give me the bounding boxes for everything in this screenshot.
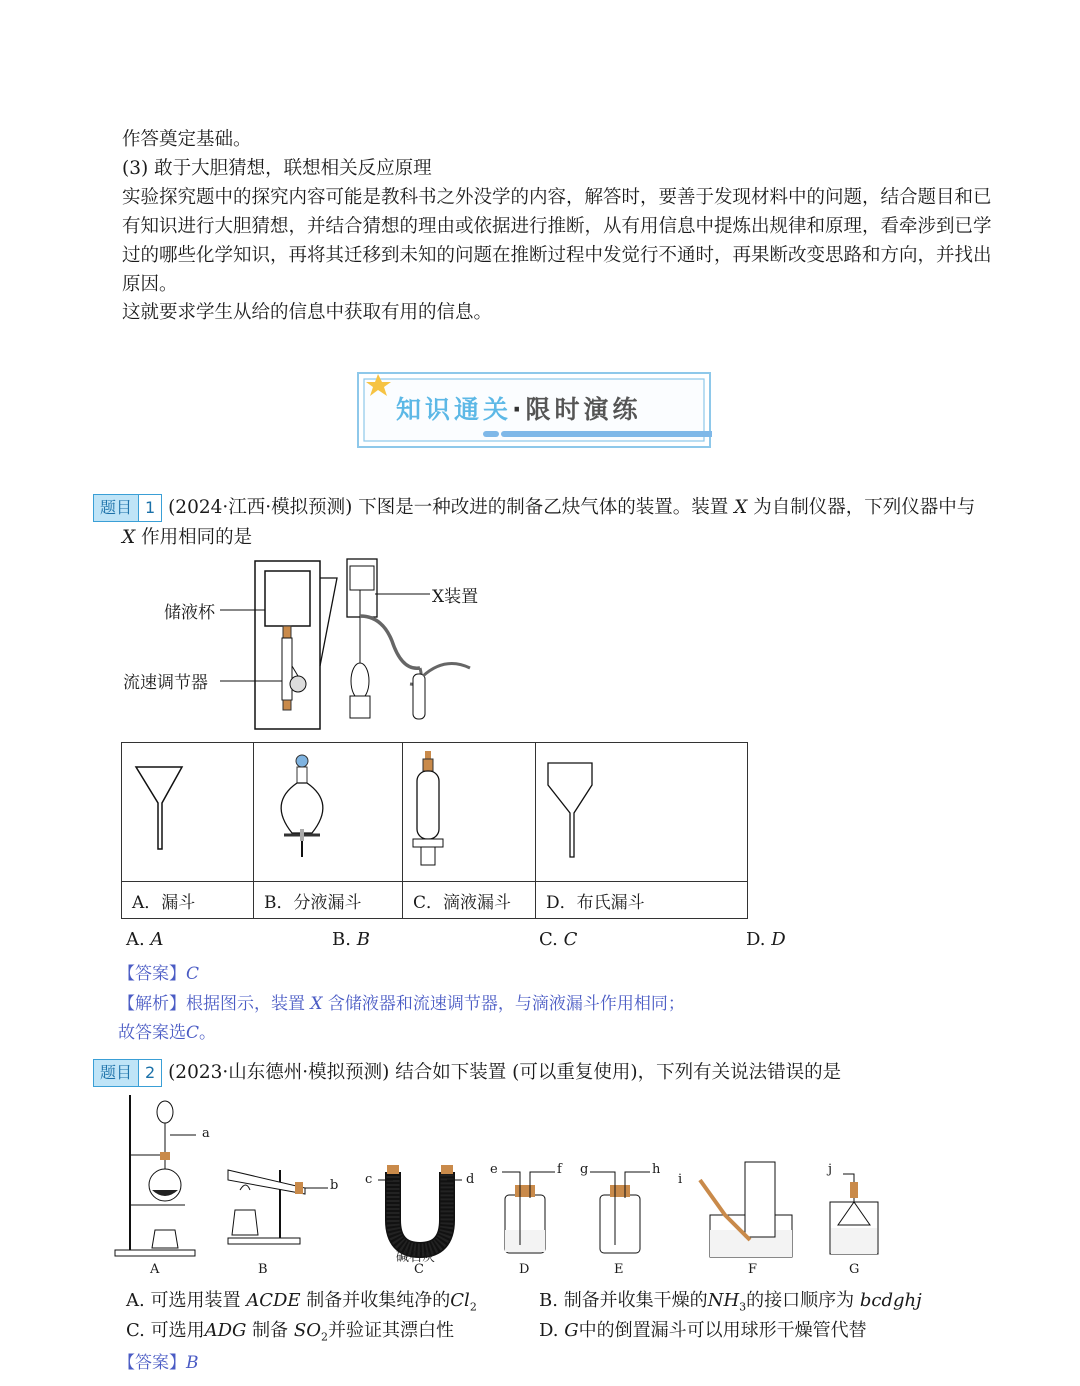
q1-answer: 【答案】C: [118, 964, 200, 984]
label-b: B: [258, 1262, 268, 1277]
q1-option-b: B. B: [332, 929, 370, 950]
apparatus-e-bottle: [590, 1172, 650, 1253]
banner-dot: ·: [512, 395, 526, 424]
buchner-funnel-icon: [536, 743, 747, 877]
intro-line-1: 作答奠定基础。: [122, 129, 252, 150]
port-f: f: [557, 1162, 562, 1177]
q1-conclusion: 故答案选C。: [118, 1023, 217, 1043]
label-c: C: [414, 1262, 424, 1277]
q1-analysis: 【解析】根据图示，装置 X 含储液器和流速调节器，与滴液漏斗作用相同；: [118, 994, 685, 1014]
label-a: A: [150, 1262, 160, 1277]
banner-left: 知识通关: [396, 395, 513, 424]
q2-option-a: A. 可选用装置 ACDE 制备并收集纯净的$Cl_2$: [126, 1290, 477, 1314]
port-g: g: [580, 1162, 589, 1177]
port-d: d: [466, 1172, 475, 1187]
intro-line-4: 这就要求学生从给的信息中获取有用的信息。: [122, 302, 493, 323]
q1-stem-cont: X 作用相同的是: [122, 527, 253, 548]
caption-d: D．布氏漏斗: [536, 882, 748, 919]
q1-option-d: D. D: [746, 929, 786, 950]
caption-a: A．漏斗: [122, 882, 254, 919]
intro-paragraph: 实验探究题中的探究内容可能是教科书之外没学的内容，解答时，要善于发现材料中的问题，结合题目和已有知识进行大胆猜想，并结合猜想的理由或依据进行推断，从有用信息中提炼出规律和原理，看牵涉到已学过的哪些化学知识，再将其迁移到未知的问题在推断过程中发觉行不通时，再果断改变思路和方向，并找出原因。: [122, 187, 992, 295]
port-e: e: [490, 1162, 498, 1177]
port-h: h: [652, 1162, 661, 1177]
caption-b: B．分液漏斗: [254, 882, 403, 919]
funnel-cell-b: [254, 743, 403, 882]
intro-line-2: (3) 敢于大胆猜想，联想相关反应原理: [122, 158, 432, 179]
port-b: b: [330, 1178, 339, 1193]
apparatus-row-diagram: [110, 1090, 900, 1280]
label-d: D: [519, 1262, 530, 1277]
section-banner: [356, 370, 712, 450]
q2-option-c: C. 可选用ADG 制备 $SO_2$并验证其漂白性: [126, 1320, 454, 1344]
q2-figure: [110, 1090, 900, 1280]
label-g: G: [849, 1262, 860, 1277]
port-i: i: [678, 1172, 683, 1187]
q2-badge: 题目 2: [93, 1059, 162, 1087]
apparatus-f-trough: [700, 1162, 792, 1257]
caption-c: C．滴液漏斗: [403, 882, 536, 919]
port-c: c: [365, 1172, 373, 1187]
funnel-icon: [122, 743, 253, 877]
funnel-cell-d: [536, 743, 748, 882]
separatory-funnel-icon: [254, 743, 402, 877]
apparatus-c-u-tube: [378, 1165, 462, 1250]
q1-option-a: A. A: [126, 929, 164, 950]
soda-lime-label: 碱石灰: [396, 1250, 436, 1265]
banner-right: 限时演练: [525, 395, 642, 424]
q2-option-d: D. G中的倒置漏斗可以用球形干燥管代替: [539, 1320, 867, 1341]
q2-answer: 【答案】B: [118, 1353, 199, 1373]
q2-option-b: B. 制备并收集干燥的$NH_3$的接口顺序为 bcdghj: [539, 1290, 922, 1314]
label-f: F: [748, 1262, 758, 1277]
funnel-cell-c: [403, 743, 536, 882]
port-j: j: [828, 1162, 833, 1177]
q1-stem: 题目 1 (2024·江西·模拟预测) 下图是一种改进的制备乙炔气体的装置。装置 X 为自制仪器，下列仪器中与: [93, 493, 1003, 523]
apparatus-d-bottle: [502, 1172, 555, 1253]
q1-badge: 题目 1: [93, 494, 162, 522]
dropping-funnel-icon: [403, 743, 535, 877]
funnel-cell-a: [122, 743, 254, 882]
apparatus-b: [228, 1170, 328, 1244]
label-regulator: 流速调节器: [123, 673, 208, 693]
q2-stem: 题目 2 (2023·山东德州·模拟预测) 结合如下装置 (可以重复使用)，下列有关说法错误的是: [93, 1058, 1003, 1088]
port-a: a: [202, 1126, 210, 1141]
apparatus-g-beaker: [830, 1174, 878, 1254]
q1-option-c: C. C: [539, 929, 578, 950]
label-x-device: X装置: [432, 587, 479, 607]
funnel-table: [121, 742, 748, 919]
q1-figure: [120, 556, 520, 736]
apparatus-a: [115, 1095, 196, 1256]
label-e: E: [614, 1262, 624, 1277]
label-cup: 储液杯: [164, 603, 215, 623]
